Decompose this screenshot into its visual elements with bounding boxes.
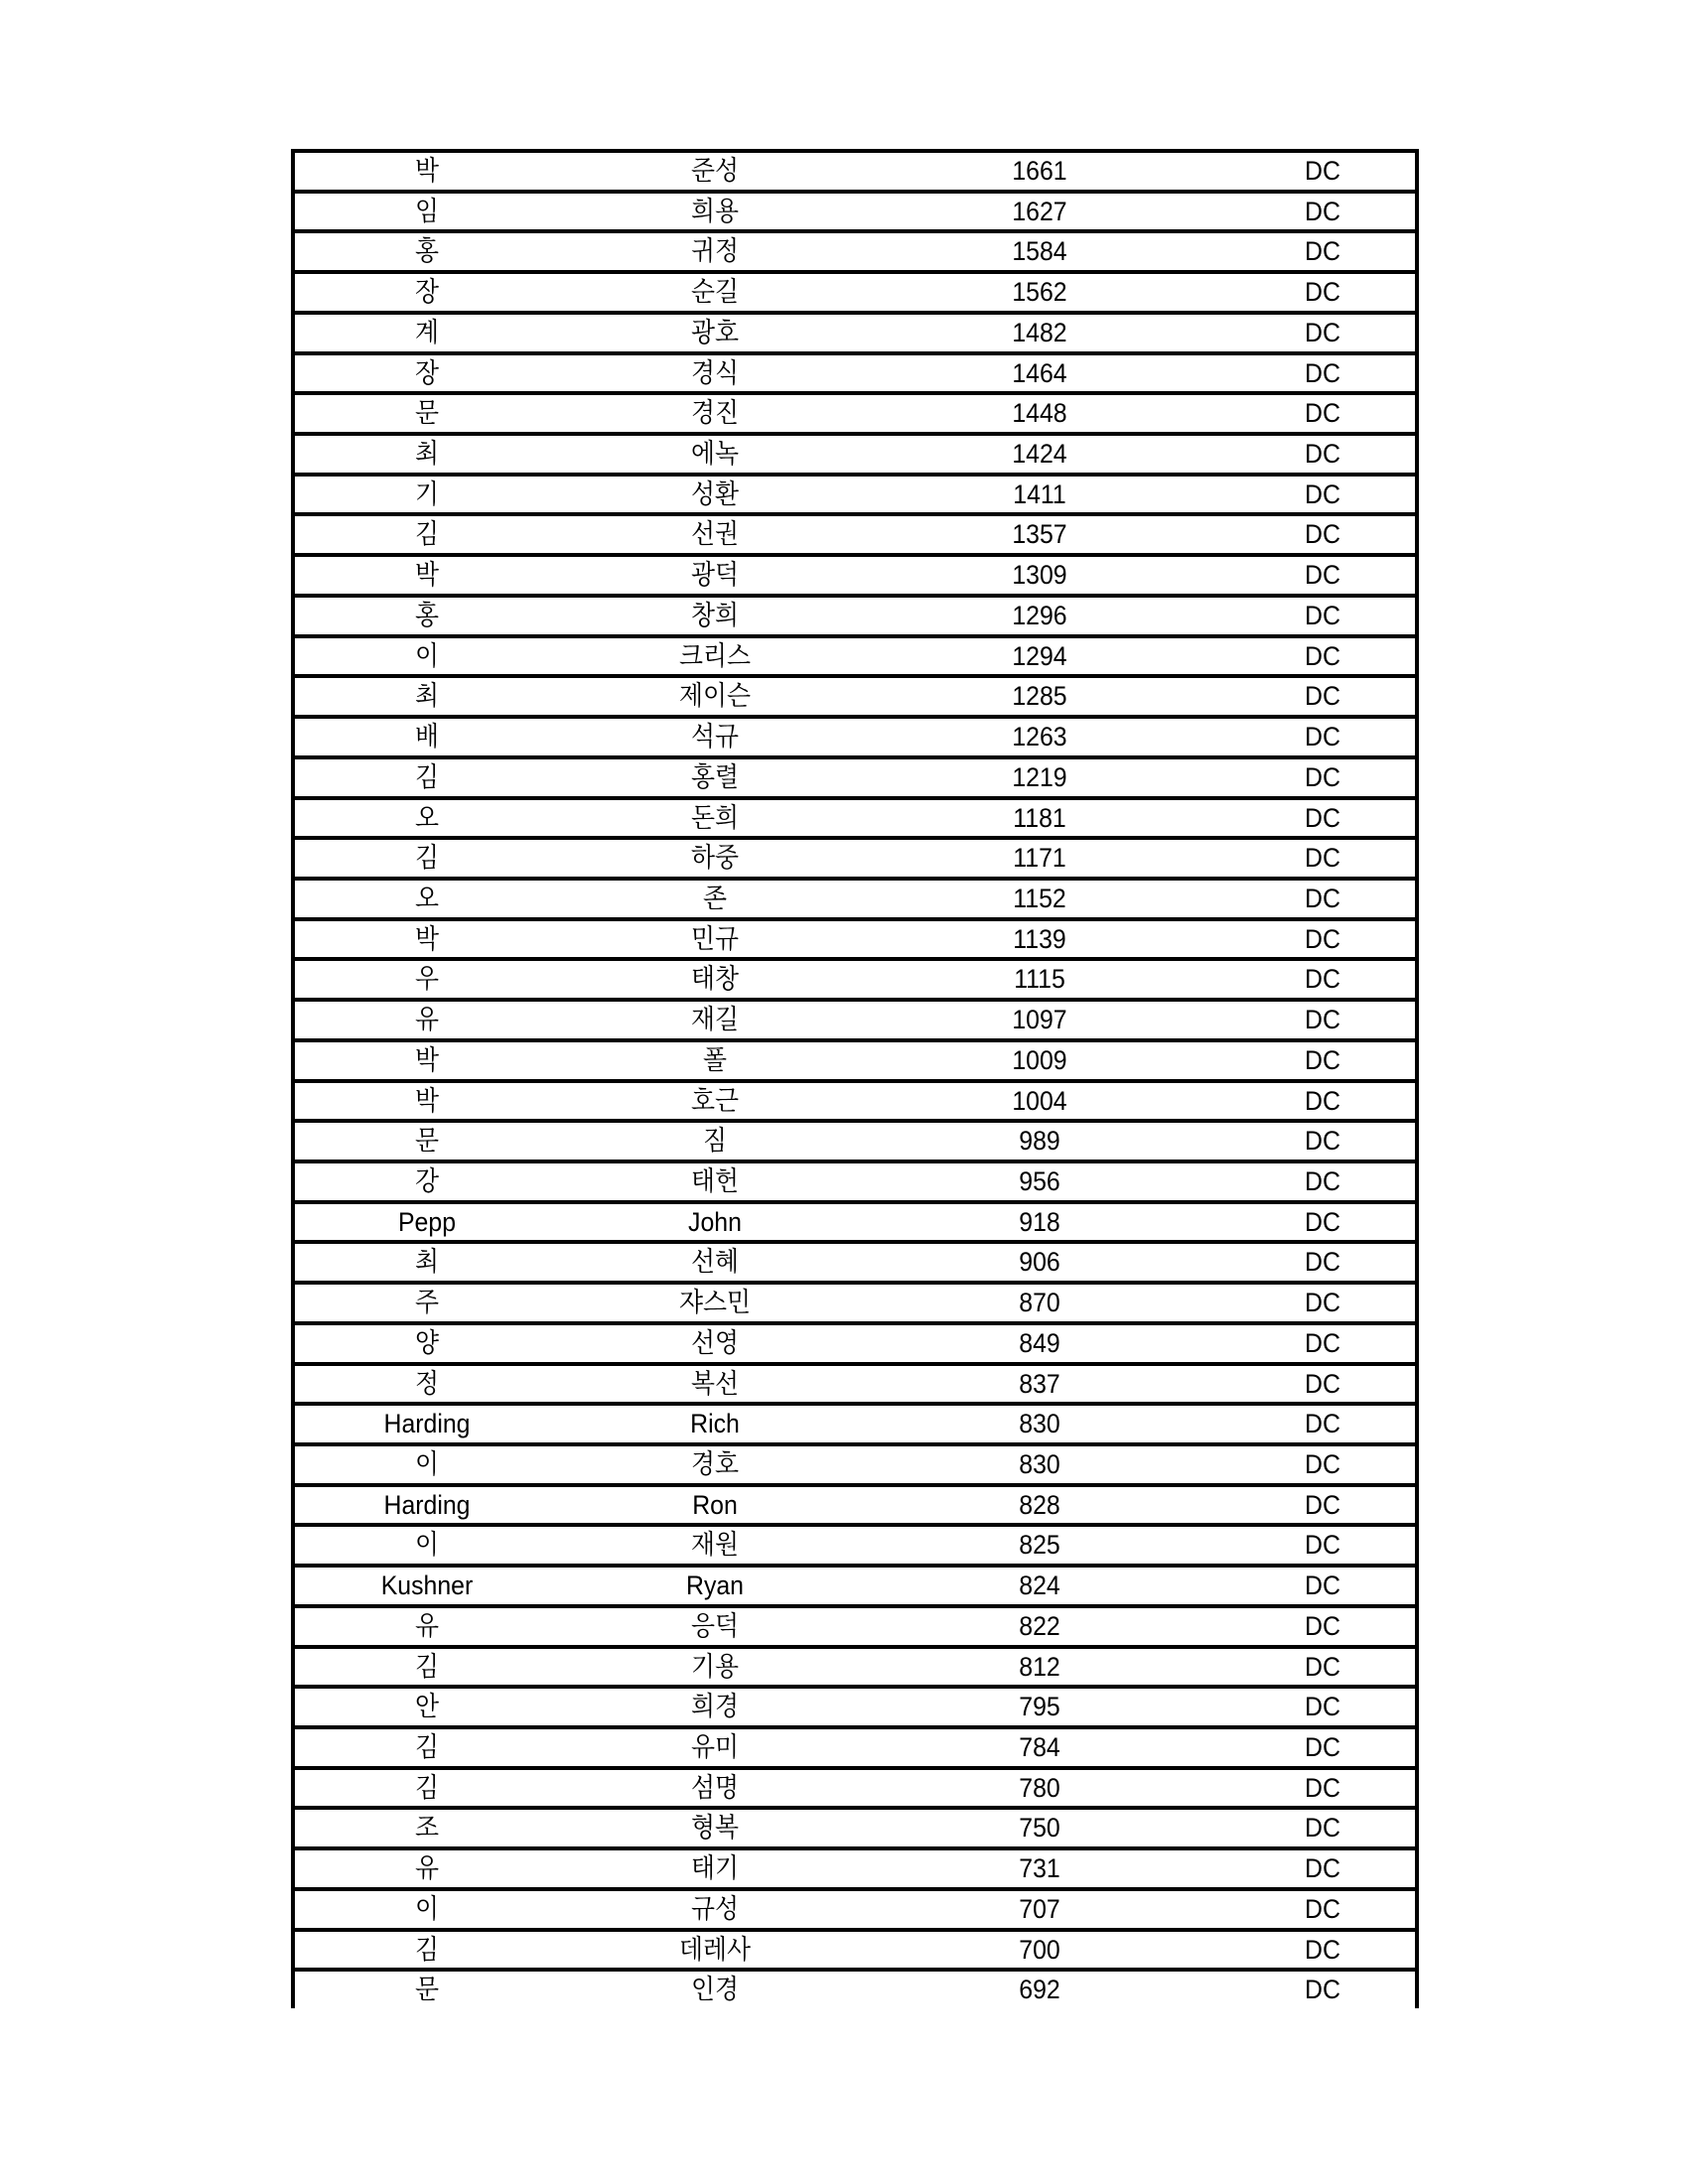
given-name-cell: 재길 [690, 1005, 739, 1035]
region-cell: DC [1305, 1449, 1340, 1479]
given-name-cell: 광덕 [690, 560, 739, 591]
region-cell: DC [1305, 560, 1340, 591]
surname-cell: 박 [414, 923, 440, 954]
region-cell: DC [1305, 1772, 1340, 1803]
surname-cell: 홍 [414, 236, 440, 267]
region-cell: DC [1305, 1732, 1340, 1763]
given-name-cell: 창희 [690, 600, 739, 630]
table-row [295, 391, 1415, 432]
given-name-cell: 유미 [690, 1732, 739, 1763]
surname-cell: 문 [414, 1126, 440, 1157]
given-name-cell: 기용 [690, 1651, 739, 1682]
count-cell: 1584 [1012, 236, 1067, 267]
given-name-cell: 희경 [690, 1692, 739, 1722]
table-row [295, 1928, 1415, 1969]
region-cell: DC [1305, 964, 1340, 995]
region-cell: DC [1305, 478, 1340, 509]
table-row [295, 1038, 1415, 1079]
table-row [295, 229, 1415, 270]
surname-cell: 문 [414, 398, 440, 429]
surname-cell: 유 [414, 1610, 440, 1641]
given-name-cell: 크리스 [679, 640, 751, 671]
given-name-cell: 경식 [690, 357, 739, 388]
count-cell: 1171 [1013, 843, 1066, 874]
surname-cell: Kushner [380, 1570, 474, 1601]
given-name-cell: John [688, 1206, 742, 1237]
given-name-cell: 하중 [690, 843, 739, 874]
given-name-cell: 짐 [702, 1126, 728, 1157]
count-cell: 1448 [1012, 398, 1067, 429]
region-cell: DC [1305, 317, 1340, 347]
surname-cell: 조 [414, 1813, 440, 1843]
surname-cell: 김 [414, 1934, 440, 1965]
region-cell: DC [1305, 357, 1340, 388]
surname-cell: Harding [383, 1409, 471, 1439]
table-row [295, 1604, 1415, 1645]
table-row [295, 1887, 1415, 1928]
region-cell: DC [1305, 1206, 1340, 1237]
region-cell: DC [1305, 640, 1340, 671]
region-cell: DC [1305, 277, 1340, 308]
count-cell: 825 [1019, 1530, 1060, 1561]
count-cell: 906 [1019, 1247, 1060, 1278]
count-cell: 692 [1019, 1975, 1060, 2005]
surname-cell: 홍 [414, 600, 440, 630]
region-cell: DC [1305, 1165, 1340, 1196]
given-name-cell: 선영 [690, 1327, 739, 1358]
region-cell: DC [1305, 802, 1340, 833]
given-name-cell: 형복 [690, 1813, 739, 1843]
surname-cell: 배 [414, 722, 440, 752]
count-cell: 750 [1019, 1813, 1060, 1843]
surname-cell: 오 [414, 802, 440, 833]
table-row [295, 1079, 1415, 1120]
given-name-cell: 돈희 [690, 802, 739, 833]
given-name-cell: 태창 [690, 964, 739, 995]
table-row [295, 755, 1415, 796]
region-cell: DC [1305, 1409, 1340, 1439]
count-cell: 849 [1019, 1327, 1060, 1358]
table-row [295, 512, 1415, 553]
given-name-cell: 응덕 [690, 1610, 739, 1641]
table-row [295, 1362, 1415, 1403]
table-row [295, 553, 1415, 594]
count-cell: 824 [1019, 1570, 1060, 1601]
count-cell: 989 [1019, 1126, 1060, 1157]
region-cell: DC [1305, 1934, 1340, 1965]
table-row [295, 473, 1415, 513]
region-cell: DC [1305, 1893, 1340, 1924]
region-cell: DC [1305, 1126, 1340, 1157]
region-cell: DC [1305, 236, 1340, 267]
given-name-cell: 태기 [690, 1853, 739, 1884]
table-row [295, 836, 1415, 877]
given-name-cell: 경진 [690, 398, 739, 429]
table-row [295, 190, 1415, 230]
region-cell: DC [1305, 1005, 1340, 1035]
given-name-cell: 홍렬 [690, 761, 739, 792]
given-name-cell: 섬명 [690, 1772, 739, 1803]
given-name-cell: 선권 [690, 519, 739, 550]
given-name-cell: 선혜 [690, 1247, 739, 1278]
surname-cell: 김 [414, 761, 440, 792]
region-cell: DC [1305, 1853, 1340, 1884]
table-row [295, 1442, 1415, 1483]
surname-cell: 최 [414, 681, 440, 712]
table-row [295, 1240, 1415, 1281]
table-row [295, 1483, 1415, 1524]
table-row [295, 270, 1415, 311]
region-cell: DC [1305, 1975, 1340, 2005]
surname-cell: 이 [414, 1893, 440, 1924]
count-cell: 812 [1019, 1651, 1060, 1682]
count-cell: 1139 [1013, 923, 1066, 954]
given-name-cell: 에녹 [690, 439, 739, 470]
surname-cell: 김 [414, 519, 440, 550]
count-cell: 700 [1019, 1934, 1060, 1965]
data-table [291, 149, 1419, 2008]
region-cell: DC [1305, 1570, 1340, 1601]
count-cell: 1562 [1012, 277, 1067, 308]
surname-cell: 장 [414, 277, 440, 308]
surname-cell: 박 [414, 156, 440, 186]
table-row [295, 1725, 1415, 1766]
given-name-cell: 인경 [690, 1975, 739, 2005]
region-cell: DC [1305, 681, 1340, 712]
given-name-cell: 귀정 [690, 236, 739, 267]
table-row [295, 1523, 1415, 1564]
surname-cell: 최 [414, 439, 440, 470]
given-name-cell: Ryan [686, 1570, 744, 1601]
surname-cell: 계 [414, 317, 440, 347]
count-cell: 918 [1019, 1206, 1060, 1237]
count-cell: 731 [1019, 1853, 1060, 1884]
region-cell: DC [1305, 1288, 1340, 1318]
count-cell: 1219 [1012, 761, 1067, 792]
count-cell: 870 [1019, 1288, 1060, 1318]
count-cell: 1115 [1014, 964, 1065, 995]
count-cell: 1009 [1012, 1044, 1067, 1075]
surname-cell: 박 [414, 560, 440, 591]
surname-cell: 김 [414, 1772, 440, 1803]
region-cell: DC [1305, 196, 1340, 226]
surname-cell: Harding [383, 1489, 471, 1520]
table-row [295, 1564, 1415, 1604]
count-cell: 1627 [1012, 196, 1067, 226]
region-cell: DC [1305, 600, 1340, 630]
given-name-cell: 데레사 [679, 1934, 751, 1965]
region-cell: DC [1305, 1692, 1340, 1722]
table-row [295, 351, 1415, 392]
region-cell: DC [1305, 1651, 1340, 1682]
table-row [295, 1160, 1415, 1200]
table-row [295, 715, 1415, 755]
given-name-cell: 준성 [690, 156, 739, 186]
given-name-cell: 태헌 [690, 1165, 739, 1196]
surname-cell: 기 [414, 478, 440, 509]
surname-cell: 김 [414, 1651, 440, 1682]
count-cell: 707 [1019, 1893, 1060, 1924]
given-name-cell: 성환 [690, 478, 739, 509]
given-name-cell: 민규 [690, 923, 739, 954]
count-cell: 1424 [1012, 439, 1067, 470]
surname-cell: 유 [414, 1853, 440, 1884]
count-cell: 830 [1019, 1449, 1060, 1479]
count-cell: 1285 [1012, 681, 1067, 712]
count-cell: 1411 [1013, 478, 1066, 509]
region-cell: DC [1305, 519, 1340, 550]
region-cell: DC [1305, 1368, 1340, 1399]
surname-cell: 유 [414, 1005, 440, 1035]
region-cell: DC [1305, 923, 1340, 954]
surname-cell: 정 [414, 1368, 440, 1399]
surname-cell: 이 [414, 1530, 440, 1561]
surname-cell: 오 [414, 883, 440, 913]
table-row [295, 1119, 1415, 1160]
region-cell: DC [1305, 1530, 1340, 1561]
given-name-cell: 쟈스민 [679, 1288, 751, 1318]
table-row [295, 998, 1415, 1038]
count-cell: 1181 [1013, 802, 1066, 833]
surname-cell: 양 [414, 1327, 440, 1358]
count-cell: 1482 [1012, 317, 1067, 347]
count-cell: 1296 [1012, 600, 1067, 630]
surname-cell: 강 [414, 1165, 440, 1196]
surname-cell: Pepp [397, 1206, 457, 1237]
table-row [295, 1846, 1415, 1887]
surname-cell: 박 [414, 1085, 440, 1116]
count-cell: 956 [1019, 1165, 1060, 1196]
table-row [295, 1645, 1415, 1686]
count-cell: 1004 [1012, 1085, 1067, 1116]
table-row [295, 594, 1415, 634]
count-cell: 1263 [1012, 722, 1067, 752]
given-name-cell: 복선 [690, 1368, 739, 1399]
region-cell: DC [1305, 1085, 1340, 1116]
count-cell: 830 [1019, 1409, 1060, 1439]
surname-cell: 박 [414, 1044, 440, 1075]
table-row [295, 1281, 1415, 1321]
table-row [295, 432, 1415, 473]
table-row [295, 634, 1415, 675]
surname-cell: 김 [414, 1732, 440, 1763]
count-cell: 822 [1019, 1610, 1060, 1641]
region-cell: DC [1305, 398, 1340, 429]
region-cell: DC [1305, 439, 1340, 470]
surname-cell: 이 [414, 1449, 440, 1479]
count-cell: 1661 [1012, 156, 1067, 186]
count-cell: 780 [1019, 1772, 1060, 1803]
table-row [295, 674, 1415, 715]
surname-cell: 임 [414, 196, 440, 226]
region-cell: DC [1305, 843, 1340, 874]
given-name-cell: 재원 [690, 1530, 739, 1561]
table-row [295, 149, 1415, 190]
count-cell: 1097 [1012, 1005, 1067, 1035]
region-cell: DC [1305, 883, 1340, 913]
given-name-cell: 순길 [690, 277, 739, 308]
region-cell: DC [1305, 1044, 1340, 1075]
count-cell: 1294 [1012, 640, 1067, 671]
region-cell: DC [1305, 1247, 1340, 1278]
surname-cell: 최 [414, 1247, 440, 1278]
surname-cell: 김 [414, 843, 440, 874]
table-row [295, 1806, 1415, 1846]
table-row [295, 877, 1415, 917]
count-cell: 837 [1019, 1368, 1060, 1399]
table-row [295, 796, 1415, 837]
given-name-cell: 존 [702, 883, 728, 913]
region-cell: DC [1305, 1489, 1340, 1520]
count-cell: 1309 [1012, 560, 1067, 591]
surname-cell: 주 [414, 1288, 440, 1318]
surname-cell: 문 [414, 1975, 440, 2005]
count-cell: 828 [1019, 1489, 1060, 1520]
given-name-cell: 호근 [690, 1085, 739, 1116]
given-name-cell: 석규 [690, 722, 739, 752]
count-cell: 1152 [1013, 883, 1066, 913]
table-row [295, 1200, 1415, 1241]
region-cell: DC [1305, 761, 1340, 792]
region-cell: DC [1305, 722, 1340, 752]
given-name-cell: 제이슨 [679, 681, 751, 712]
region-cell: DC [1305, 1813, 1340, 1843]
table-row [295, 1402, 1415, 1442]
table-row [295, 917, 1415, 958]
given-name-cell: 희용 [690, 196, 739, 226]
table-row [295, 1321, 1415, 1362]
table-row [295, 1766, 1415, 1807]
region-cell: DC [1305, 1610, 1340, 1641]
surname-cell: 우 [414, 964, 440, 995]
table-row [295, 311, 1415, 351]
region-cell: DC [1305, 156, 1340, 186]
region-cell: DC [1305, 1327, 1340, 1358]
table-row [295, 957, 1415, 998]
given-name-cell: 경호 [690, 1449, 739, 1479]
given-name-cell: Rich [690, 1409, 740, 1439]
table-row [295, 1968, 1415, 2008]
given-name-cell: Ron [692, 1489, 738, 1520]
count-cell: 1357 [1012, 519, 1067, 550]
count-cell: 795 [1019, 1692, 1060, 1722]
given-name-cell: 규성 [690, 1893, 739, 1924]
surname-cell: 이 [414, 640, 440, 671]
count-cell: 1464 [1012, 357, 1067, 388]
surname-cell: 장 [414, 357, 440, 388]
given-name-cell: 폴 [702, 1044, 728, 1075]
count-cell: 784 [1019, 1732, 1060, 1763]
given-name-cell: 광호 [690, 317, 739, 347]
table-row [295, 1685, 1415, 1725]
surname-cell: 안 [414, 1692, 440, 1722]
